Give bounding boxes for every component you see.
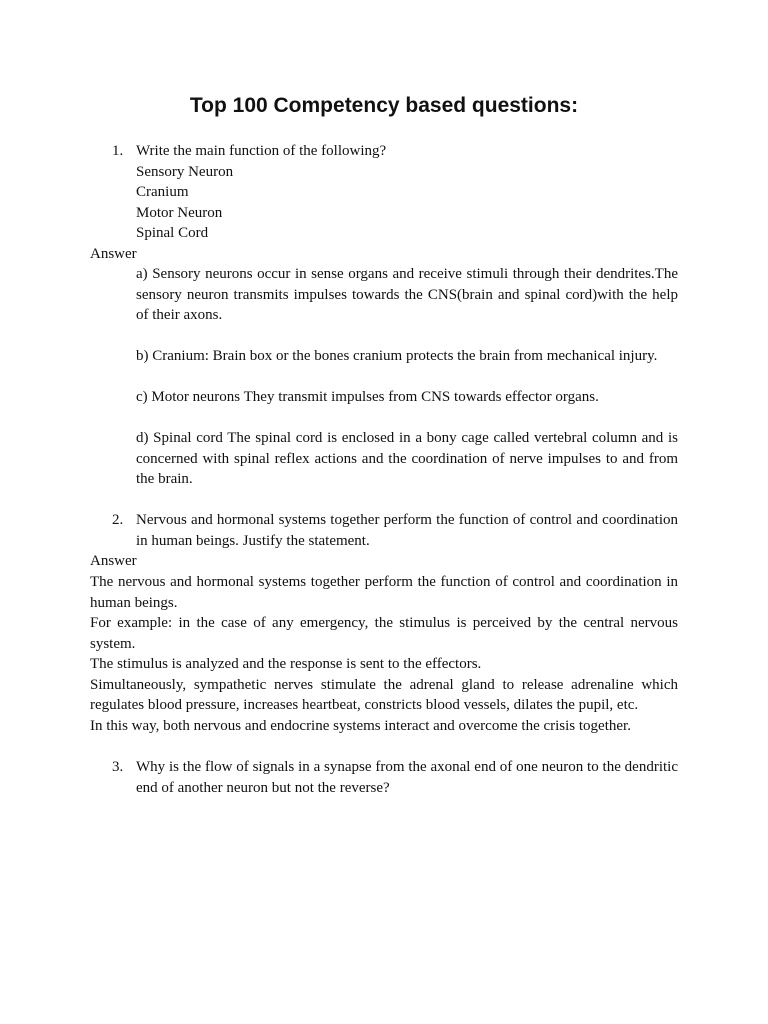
answer-2-paragraph: For example: in the case of any emergency, the stimulus is perceived by the central nervous system. (90, 615, 678, 652)
answer-2 (90, 572, 678, 736)
question-1-item-cranium: Cranium (136, 184, 189, 200)
question-1-text: Write the main function of the following? (136, 143, 387, 159)
question-2-number: 2. (112, 512, 124, 528)
question-1-item-motor-neuron: Motor Neuron (136, 204, 223, 221)
answer-1-a: a) Sensory neurons occur in sense organs and receive stimuli through their dendrites.The sensory neuron transmits impulses towards the CNS(brain and spinal cord)with the help of their axons. (136, 266, 678, 323)
answer-2-paragraph: Simultaneously, sympathetic nerves stimulate the adrenal gland to release adrenaline which regulates blood pressure, increases heartbeat, constricts blood vessels, dilates the pupil, etc. (90, 676, 678, 713)
answer-2-paragraph: The nervous and hormonal systems together perform the function of control and coordination in human beings. (90, 574, 678, 611)
answer-1-d: d) Spinal cord The spinal cord is enclosed in a bony cage called vertebral column and is concerned with spinal reflex actions and the coordination of nerve impulses to and from the brain. (136, 430, 678, 487)
question-3-number: 3. (112, 759, 124, 775)
answer-2-paragraph: In this way, both nervous and endocrine systems interact and overcome the crisis together. (90, 717, 631, 734)
answer-1-label: Answer (90, 246, 137, 262)
question-2-text: Nervous and hormonal systems together perform the function of control and coordination in human beings. Justify the statement. (136, 512, 678, 549)
answer-2-label: Answer (90, 553, 137, 569)
question-1 (136, 141, 678, 244)
answer-1-c: c) Motor neurons They transmit impulses from CNS towards effector organs. (136, 389, 599, 405)
answer-1 (136, 264, 678, 490)
question-1-item-sensory-neuron: Sensory Neuron (136, 163, 234, 180)
answer-2-paragraph: The stimulus is analyzed and the response is sent to the effectors. (90, 656, 482, 672)
question-1-item-spinal-cord: Spinal Cord (136, 225, 209, 241)
page-title: Top 100 Competency based questions: (189, 94, 579, 117)
question-1-number: 1. (112, 143, 124, 159)
question-3-text: Why is the flow of signals in a synapse from the axonal end of one neuron to the dendritic end of another neuron but not the reverse? (136, 759, 678, 796)
answer-1-b: b) Cranium: Brain box or the bones cranium protects the brain from mechanical injury. (136, 348, 658, 364)
